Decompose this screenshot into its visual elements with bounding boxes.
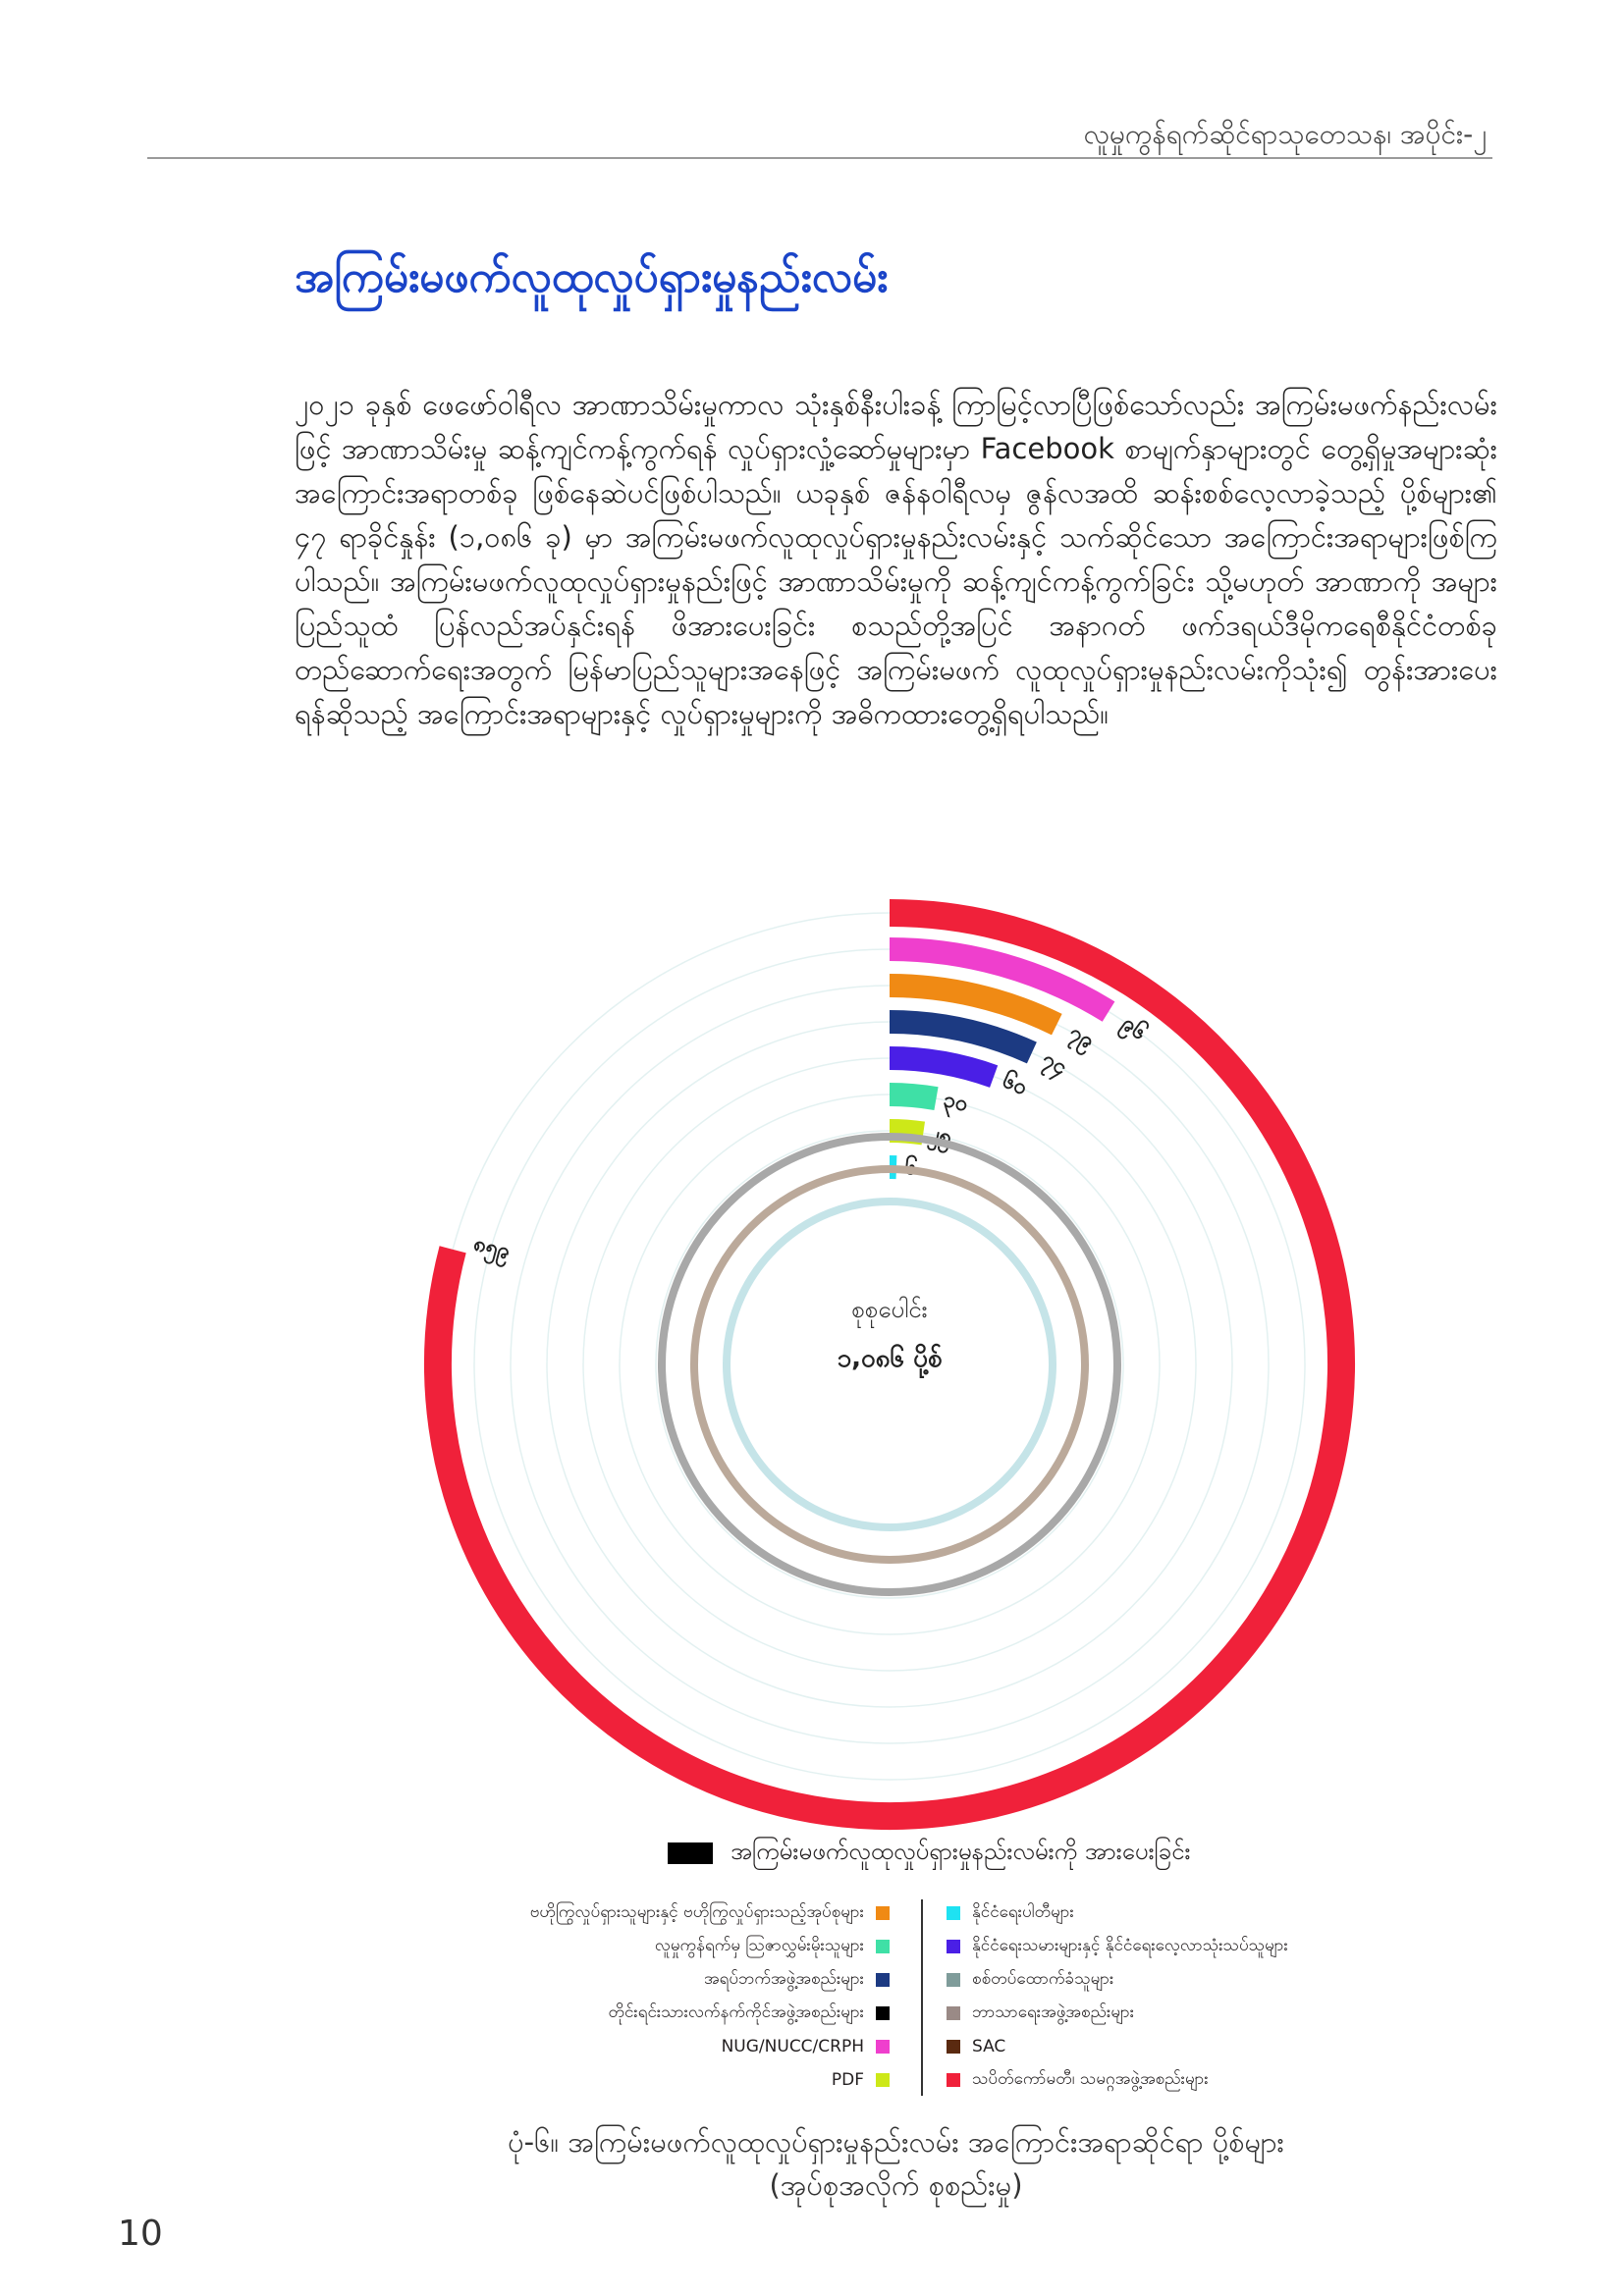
legend-item-left-3 xyxy=(530,1997,890,2030)
legend-item-left-5 xyxy=(530,2063,890,2097)
legend-swatch xyxy=(876,2006,890,2020)
legend-label: SAC xyxy=(972,2037,1006,2056)
legend-swatch xyxy=(947,1940,960,1953)
legend-label: ဗဟိုကြွလှုပ်ရှားသူများနှင့် ဗဟိုကြွလှုပ်ရှားသည့်အုပ်စုများ xyxy=(529,1901,864,1922)
legend-swatch xyxy=(876,2073,890,2087)
legend-item-right-2 xyxy=(947,1963,1288,1997)
value-label-4: ၆၀ xyxy=(999,1068,1031,1101)
page-number: 10 xyxy=(118,2214,163,2254)
legend-key-label: အကြမ်းမဖက်လူထုလှုပ်ရှားမှုနည်းလမ်းကို အားပေးခြင်း xyxy=(731,1838,1191,1865)
legend-swatch xyxy=(876,1906,890,1920)
running-head: လူမှုကွန်ရက်ဆိုင်ရာသုတေသန၊ အပိုင်း-၂ xyxy=(1083,118,1487,150)
legend-item-right-3 xyxy=(947,1997,1288,2030)
legend-item-left-4 xyxy=(530,2030,890,2063)
legend-label: အရပ်ဘက်အဖွဲ့အစည်းများ xyxy=(703,1968,864,1989)
legend-swatch xyxy=(947,1906,960,1920)
section-title: အကြမ်းမဖက်လူထုလှုပ်ရှားမှုနည်းလမ်း xyxy=(295,252,889,302)
legend-swatch xyxy=(947,2040,960,2054)
legend-item-left-2 xyxy=(530,1963,890,1997)
legend-item-right-1 xyxy=(947,1930,1288,1963)
legend-label: နိုင်ငံရေးပါတီများ xyxy=(972,1901,1074,1922)
legend-item-right-4 xyxy=(947,2030,1288,2063)
legend-label: သပိတ်ကော်မတီ၊ သမဂ္ဂအဖွဲ့အစည်းများ xyxy=(972,2068,1209,2089)
caption-line-2: (အုပ်စုအလိုက် စုစည်းမှု) xyxy=(769,2168,1023,2202)
figure-caption xyxy=(295,2120,1497,2207)
legend-label: နိုင်ငံရေးသမားများနှင့် နိုင်ငံရေးလေ့လာသုံးသပ်သူများ xyxy=(972,1935,1288,1955)
center-label: စုစုပေါင်း xyxy=(851,1296,928,1323)
intro-paragraph: ၂၀၂၁ ခုနှစ် ဖေဖော်ဝါရီလ အာဏာသိမ်းမှုကာလ သုံးနှစ်နီးပါးခန့် ကြာမြင့်လာပြီဖြစ်သော်လည်း အကြမ်းမဖက်နည်းလမ်းဖြင့် အာဏာသိမ်းမှု ဆန့်ကျင်ကန့်ကွက်ရန် လှုပ်ရှားလှုံ့ဆော်မှုများမှာ Facebook စာမျက်နှာများတွင် တွေ့ရှိမှုအများဆုံး အကြောင်းအရာတစ်ခု ဖြစ်နေဆဲပင်ဖြစ်ပါသည်။ ယခုနှစ် ဇန်နဝါရီလမှ ဇွန်လအထိ ဆန်းစစ်လေ့လာခဲ့သည့် ပို့စ်များ၏ ၄၇ ရာခိုင်နှုန်း (၁,၀၈၆ ခု) မှာ အကြမ်းမဖက်လူထုလှုပ်ရှားမှုနည်းလမ်းနှင့် သက်ဆိုင်သော အကြောင်းအရာများဖြစ်ကြပါသည်။ အကြမ်းမဖက်လူထုလှုပ်ရှားမှုနည်းဖြင့် အာဏာသိမ်းမှုကို ဆန့်ကျင်ကန့်ကွက်ခြင်း သို့မဟုတ် အာဏာကို အများပြည်သူထံ ပြန်လည်အပ်နှင်းရန် ဖိအားပေးခြင်း စသည်တို့အပြင် အနာဂတ် ဖက်ဒရယ်ဒီမိုကရေစီနိုင်ငံတစ်ခု တည်ဆောက်ရေးအတွက် မြန်မာပြည်သူများအနေဖြင့် အကြမ်းမဖက် လူထုလှုပ်ရှားမှုနည်းလမ်းကိုသုံး၍ တွန်းအားပေးရန်ဆိုသည့် အကြောင်းအရာများနှင့် လှုပ်ရှားမှုများကို အဓိကထားတွေ့ရှိရပါသည်။ xyxy=(295,388,1497,730)
center-value: ၁,၀၈၆ ပို့စ် xyxy=(837,1344,943,1373)
bar-5 xyxy=(890,1095,936,1098)
value-label-0: ၈၅၉ xyxy=(470,1231,514,1265)
legend-key xyxy=(668,1836,1190,1871)
legend-left-column xyxy=(530,1896,890,2097)
legend-label: စစ်တပ်ထောက်ခံသူများ xyxy=(972,1968,1114,1989)
legend-swatch xyxy=(947,2073,960,2087)
legend-key-swatch xyxy=(668,1842,713,1864)
caption-line-1: ပုံ-၆။ အကြမ်းမဖက်လူထုလှုပ်ရှားမှုနည်းလမ်း အကြောင်းအရာဆိုင်ရာ ပို့စ်များ xyxy=(508,2125,1284,2159)
legend-swatch xyxy=(876,2040,890,2054)
legend-label: တိုင်းရင်းသားလက်နက်ကိုင်အဖွဲ့အစည်းများ xyxy=(608,2002,864,2022)
legend-label: ဘာသာရေးအဖွဲ့အစည်းများ xyxy=(972,2002,1135,2022)
legend-label: PDF xyxy=(831,2070,864,2090)
legend-swatch xyxy=(876,1940,890,1953)
value-label-5: ၃၀ xyxy=(941,1087,971,1117)
value-label-2: ၇၉ xyxy=(1064,1020,1099,1054)
value-label-1: ၉၆ xyxy=(1116,1011,1152,1045)
legend-item-right-0 xyxy=(947,1896,1288,1930)
legend-item-right-5 xyxy=(947,2063,1288,2097)
value-label-3: ၇၄ xyxy=(1038,1046,1071,1081)
legend-item-left-0 xyxy=(530,1896,890,1930)
legend-label: လူမှုကွန်ရက်မှ ဩဇာလွှမ်းမိုးသူများ xyxy=(654,1935,864,1955)
legend-swatch xyxy=(947,1973,960,1987)
value-label-7: ၆ xyxy=(903,1154,919,1181)
value-label-6: ၂၅ xyxy=(926,1121,954,1150)
legend-item-left-1 xyxy=(530,1930,890,1963)
bar-4 xyxy=(890,1058,994,1077)
legend-right-column xyxy=(947,1896,1288,2097)
legend-divider xyxy=(921,1899,923,2096)
legend-label: NUG/NUCC/CRPH xyxy=(721,2037,864,2056)
legend-swatch xyxy=(947,2006,960,2020)
legend-swatch xyxy=(876,1973,890,1987)
